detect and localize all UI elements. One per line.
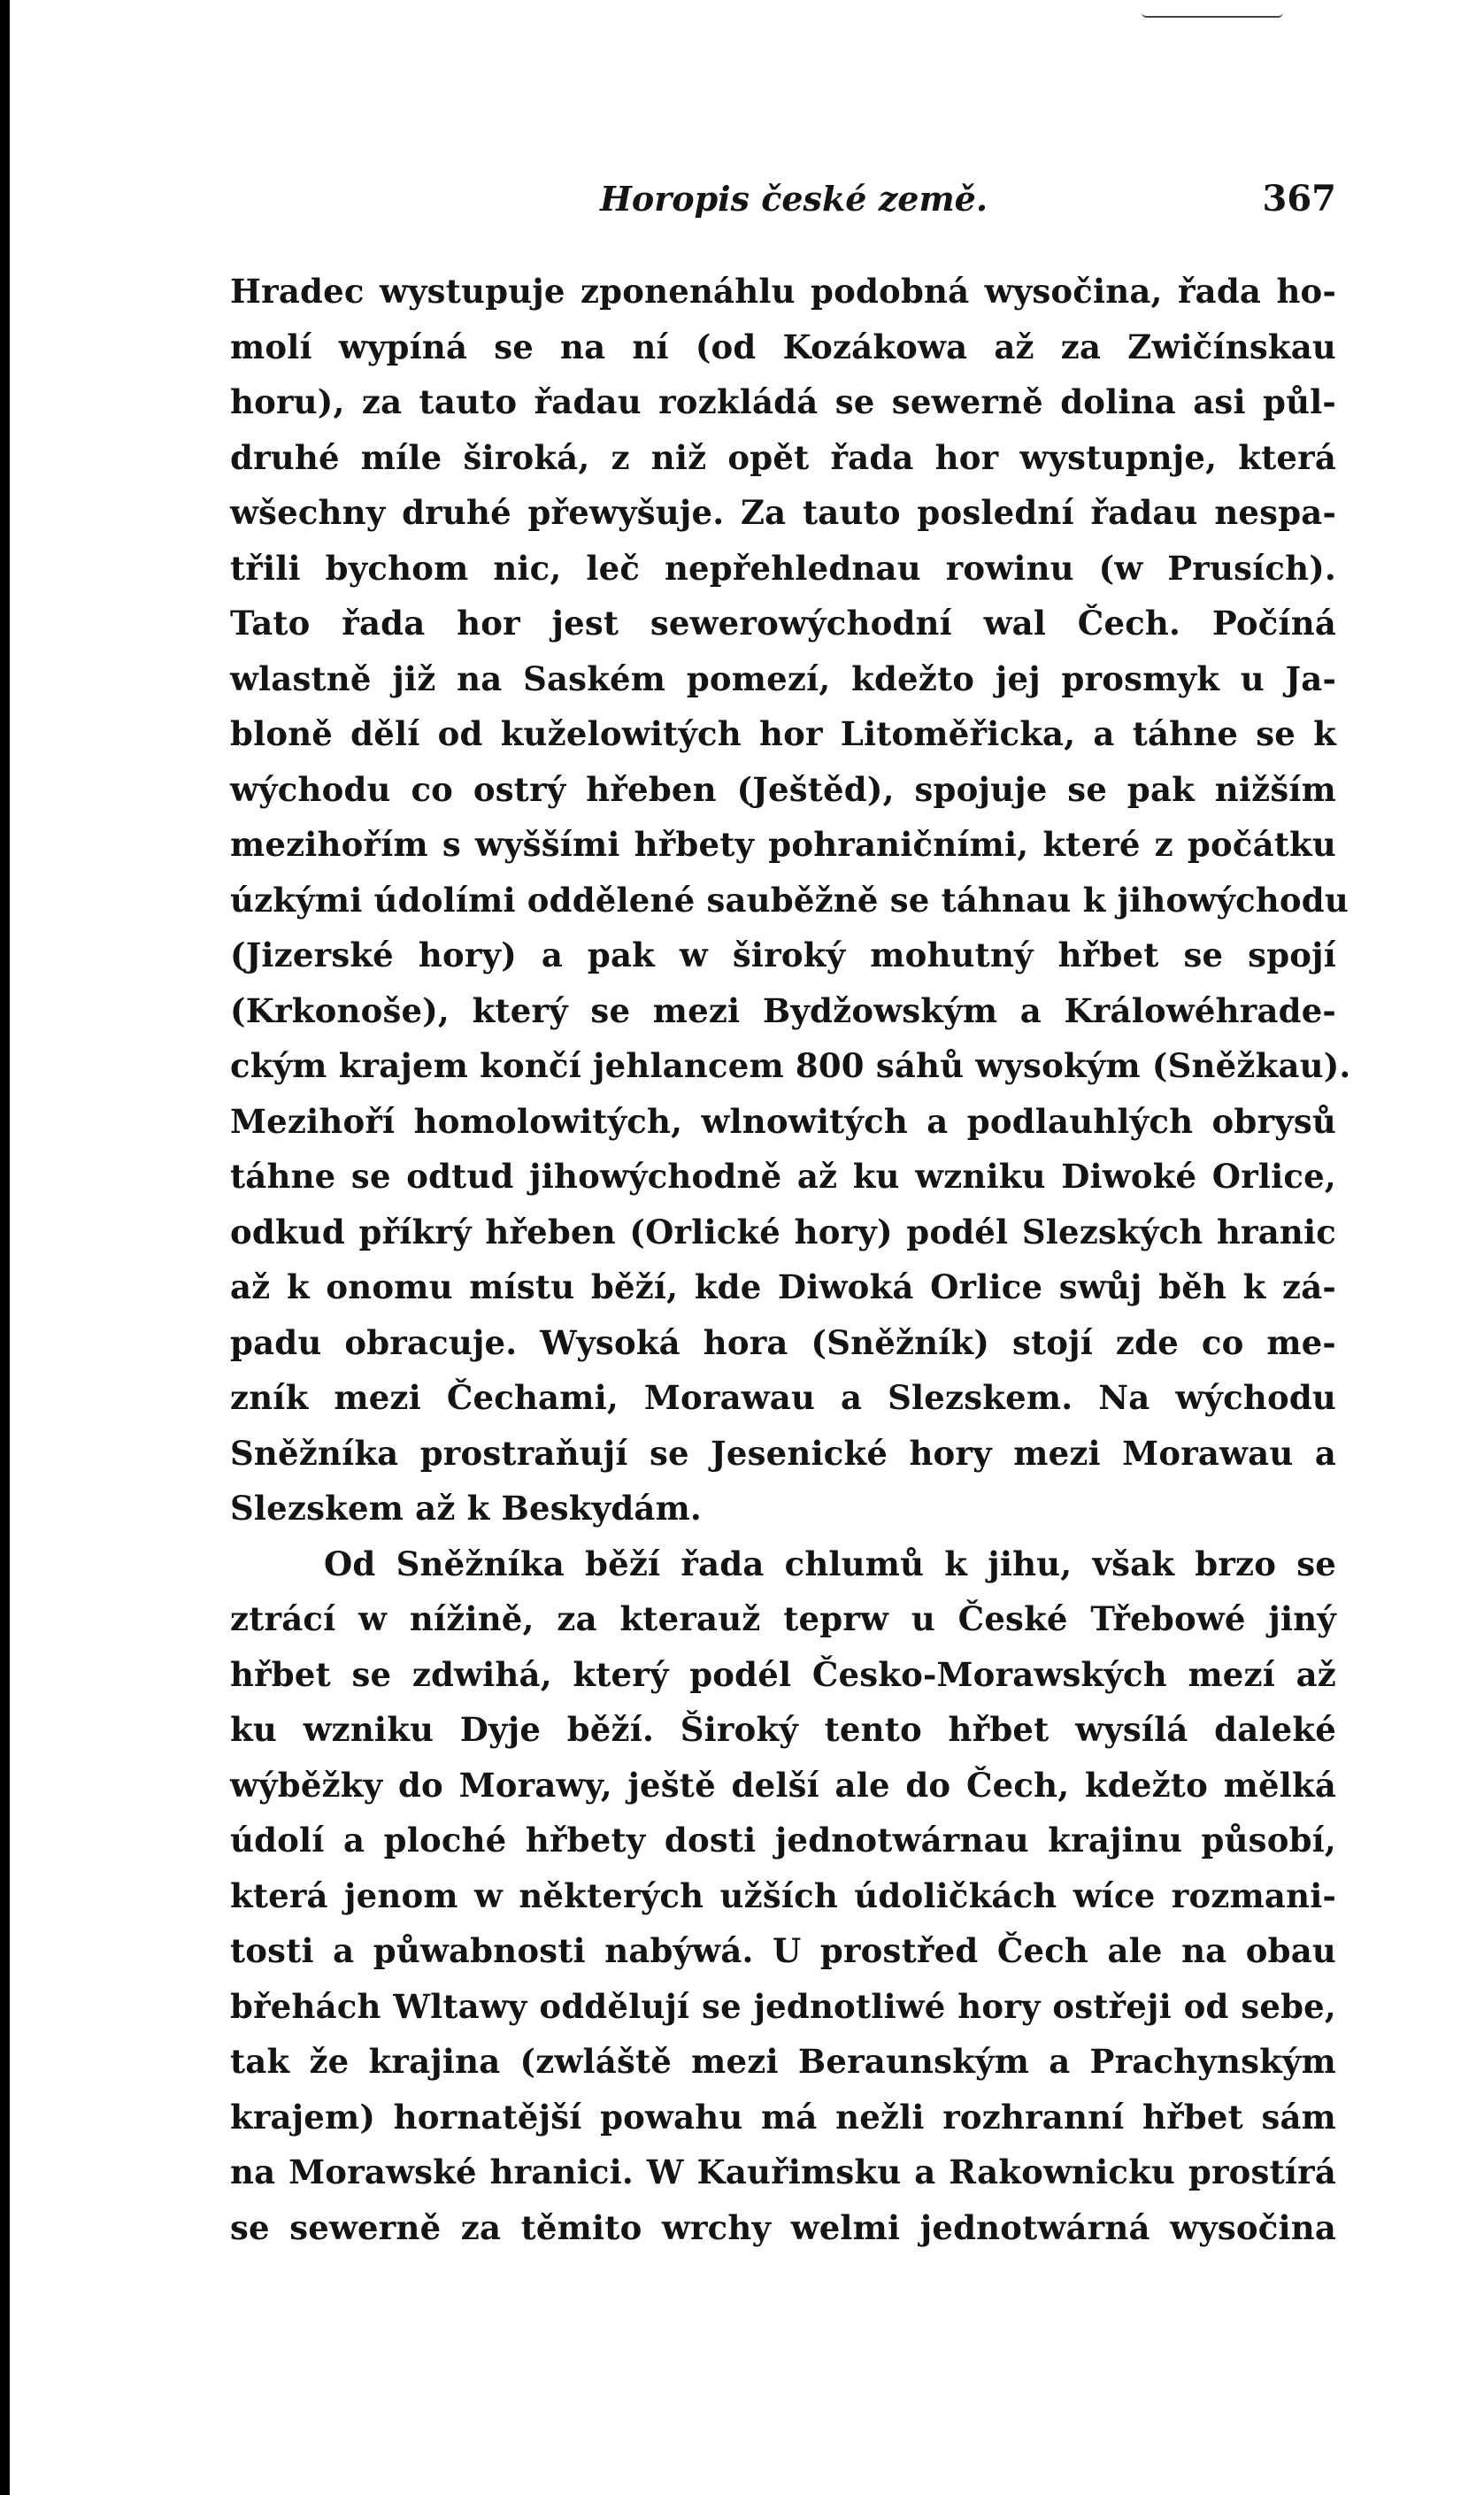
text-line: Sněžníka prostraňují se Jesenické hory mezi Morawau a: [230, 1433, 1336, 1473]
text-line: wýběžky do Morawy, ještě delší ale do Čech, kdežto mělká: [230, 1765, 1336, 1805]
running-head: [230, 177, 1336, 234]
text-line: táhne se odtud jihowýchodně až ku wzniku Diwoké Orlice,: [230, 1157, 1336, 1196]
text-line: wlastně již na Saském pomezí, kdežto jej prosmyk u Ja-: [230, 658, 1336, 698]
text-line: padu obracuje. Wysoká hora (Sněžník) stojí zde co me-: [230, 1322, 1336, 1362]
paragraph-1: [230, 264, 1351, 1536]
text-line: bloně dělí od kuželowitých hor Litoměřicka, a táhne se k: [230, 714, 1336, 753]
text-line: Hradec wystupuje zponenáhlu podobná wysočina, řada ho-: [230, 272, 1336, 311]
text-line: tosti a půwabnosti nabýwá. U prostřed Čech ale na obau: [230, 1931, 1336, 1970]
text-line: hřbet se zdwihá, který podél Česko-Morawských mezí až: [230, 1654, 1336, 1694]
text-line: ku wzniku Dyje běží. Široký tento hřbet wysílá daleké: [230, 1710, 1336, 1749]
text-line: horu), za tauto řadau rozkládá se sewerně dolina asi půl-: [230, 382, 1336, 421]
text-line: ztrácí w nížině, za kterauž teprw u České Třebowé jiný: [230, 1599, 1336, 1638]
text-line: tak že krajina (zwláště mezi Beraunským a Prachynským: [230, 2042, 1336, 2081]
text-line: úzkými údolími oddělené sauběžně se táhnau k jihowýchodu: [230, 880, 1349, 920]
text-line: Mezihoří homolowitých, wlnowitých a podlauhlých obrysů: [230, 1101, 1336, 1141]
text-line: třili bychom nic, leč nepřehlednau rowinu (w Prusích).: [230, 548, 1336, 588]
text-line: mezihořím s wyššími hřbety pohraničními, které z počátku: [230, 825, 1336, 864]
text-line: wýchodu co ostrý hřeben (Ještěd), spojuje se pak nižším: [230, 769, 1336, 809]
text-line: která jenom w některých užších údoličkách wíce rozmani-: [230, 1875, 1336, 1915]
text-line: Od Sněžníka běží řada chlumů k jihu, však brzo se: [324, 1544, 1336, 1583]
text-line: Tato řada hor jest sewerowýchodní wal Čech. Počíná: [230, 604, 1336, 643]
scan-mark: [1142, 12, 1283, 18]
text-line: wšechny druhé přewyšuje. Za tauto poslední řadau nespa-: [230, 493, 1336, 532]
text-line: údolí a ploché hřbety dosti jednotwárnau krajinu působí,: [230, 1821, 1336, 1860]
text-line: se sewerně za těmito wrchy welmi jednotwárná wysočina: [230, 2207, 1336, 2247]
text-line: zník mezi Čechami, Morawau a Slezskem. Na wýchodu: [230, 1378, 1336, 1417]
running-title: Horopis české země.: [600, 179, 988, 219]
text-line: molí wypíná se na ní (od Kozákowa až za Zwičínskau: [230, 327, 1336, 366]
text-line: krajem) hornatější powahu má nežli rozhranní hřbet sám: [230, 2097, 1336, 2137]
text-line: (Jizerské hory) a pak w široký mohutný hřbet se spojí: [230, 936, 1336, 974]
book-page: [230, 177, 1351, 2255]
body-text: [230, 264, 1351, 2255]
page-number: 367: [1262, 178, 1336, 219]
text-line: až k onomu místu běží, kde Diwoká Orlice swůj běh k zá-: [230, 1267, 1336, 1306]
text-line: ckým krajem končí jehlancem 800 sáhů wysokým (Sněžkau).: [230, 1046, 1351, 1085]
text-line: (Krkonoše), který se mezi Bydžowským a Králowéhrade-: [230, 990, 1336, 1030]
scan-page-edge: [0, 0, 10, 2495]
paragraph-2: [230, 1536, 1336, 2256]
text-line: na Morawské hranici. W Kauřimsku a Rakownicku prostírá: [230, 2152, 1336, 2191]
text-line: břehách Wltawy oddělují se jednotliwé hory ostřeji od sebe,: [230, 1986, 1336, 2026]
text-line: druhé míle široká, z niž opět řada hor wystupnje, která: [230, 437, 1336, 477]
text-line: odkud příkrý hřeben (Orlické hory) podél Slezských hranic: [230, 1212, 1336, 1251]
text-line: Slezskem až k Beskydám.: [230, 1489, 703, 1528]
